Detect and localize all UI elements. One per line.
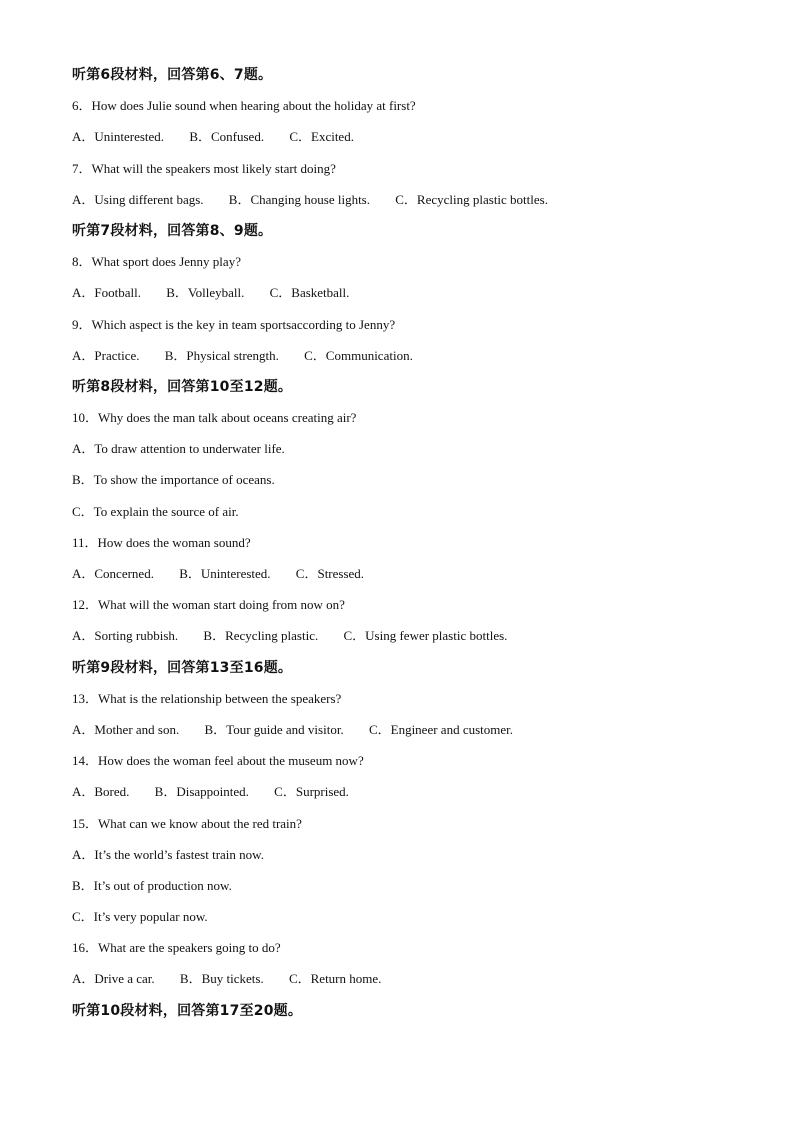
option-c: C．Using fewer plastic bottles. xyxy=(343,628,508,644)
option-a: A．Bored. xyxy=(72,784,130,800)
options-row xyxy=(72,719,752,750)
option-b: B．To show the importance of oceans. xyxy=(72,472,275,488)
section-heading: 听第6段材料，回答第6、7题。 xyxy=(72,67,273,83)
question-text: 16．What are the speakers going to do? xyxy=(72,940,281,956)
question-text: 14．How does the woman feel about the museum now? xyxy=(72,753,364,769)
question-text: 15．What can we know about the red train? xyxy=(72,815,302,831)
option-a: A．Concerned. xyxy=(72,566,154,581)
option-a: A．Sorting rubbish. xyxy=(72,628,179,644)
section-heading: 听第10段材料，回答第17至20题。 xyxy=(72,1002,303,1019)
section-heading: 听第8段材料，回答第10至12题。 xyxy=(72,378,293,395)
option-b: B．Uninterested. xyxy=(179,566,271,581)
options-row xyxy=(72,625,752,656)
question-text: 10．Why does the man talk about oceans creating air? xyxy=(72,410,357,426)
option-a: A．Practice. xyxy=(72,347,140,363)
option-a: A．Football. xyxy=(72,285,141,301)
option-a: A．Using different bags. xyxy=(72,191,204,207)
option-c: C．Basketball. xyxy=(269,285,350,301)
option-b: B．Recycling plastic. xyxy=(203,628,319,644)
option-c: C．Communication. xyxy=(304,347,413,363)
option-b: B．Physical strength. xyxy=(164,347,279,363)
exam-page xyxy=(72,64,752,1031)
options-row xyxy=(72,189,752,220)
section-heading: 听第9段材料，回答第13至16题。 xyxy=(72,659,293,676)
option-b: B．Disappointed. xyxy=(154,784,249,800)
option-a: A．Drive a car. xyxy=(72,971,155,987)
option-b: B．Confused. xyxy=(189,129,265,145)
question-text: 11．How does the woman sound? xyxy=(72,534,251,550)
question-text: 12．What will the woman start doing from now on? xyxy=(72,597,345,613)
option-c: C．Surprised. xyxy=(274,784,349,800)
option-c: C．Stressed. xyxy=(295,566,365,581)
option-a: A．Uninterested. xyxy=(72,129,165,145)
options-row xyxy=(72,563,752,594)
option-a: A．Mother and son. xyxy=(72,721,180,737)
options-row xyxy=(72,126,752,157)
option-b: B．Tour guide and visitor. xyxy=(204,721,344,737)
option-b: B．Volleyball. xyxy=(166,285,245,301)
options-row xyxy=(72,968,752,999)
question-text: 13．What is the relationship between the speakers? xyxy=(72,690,342,706)
options-row xyxy=(72,282,752,313)
options-row xyxy=(72,345,752,376)
option-c: C．Engineer and customer. xyxy=(368,721,514,737)
question-text: 9．Which aspect is the key in team sportsaccording to Jenny? xyxy=(72,316,396,332)
option-b: B．Buy tickets. xyxy=(179,971,264,987)
option-c: C．Excited. xyxy=(289,129,354,145)
option-a: A．To draw attention to underwater life. xyxy=(72,441,285,457)
option-b: B．It’s out of production now. xyxy=(72,877,232,893)
option-c: C．It’s very popular now. xyxy=(72,909,208,925)
options-row xyxy=(72,781,752,812)
question-text: 7．What will the speakers most likely start doing? xyxy=(72,160,336,176)
section-heading: 听第7段材料，回答第8、9题。 xyxy=(72,222,273,239)
option-b: B．Changing house lights. xyxy=(228,191,370,207)
question-text: 6．How does Julie sound when hearing about the holiday at first? xyxy=(72,98,416,114)
option-c: C．To explain the source of air. xyxy=(72,503,239,519)
option-c: C．Return home. xyxy=(288,971,382,987)
option-c: C．Recycling plastic bottles. xyxy=(395,191,548,207)
option-a: A．It’s the world’s fastest train now. xyxy=(72,846,264,862)
question-text: 8．What sport does Jenny play? xyxy=(72,254,241,270)
